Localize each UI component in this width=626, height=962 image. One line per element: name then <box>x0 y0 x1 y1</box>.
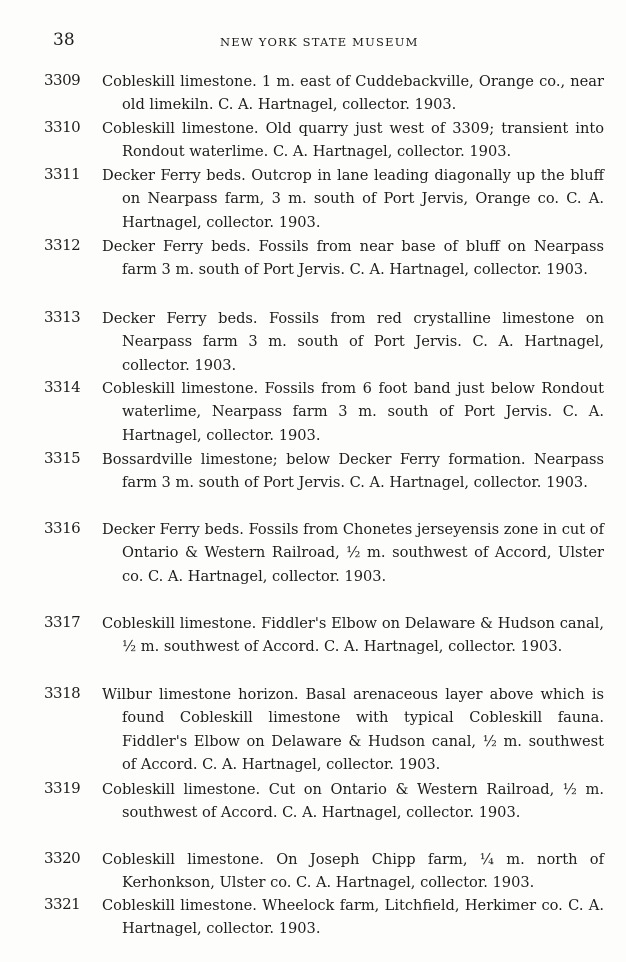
entry-text: Cobleskill limestone. Old quarry just west of 3309; transient into Rondout waterlime. C. A. Hartnagel, collector. 1903. <box>102 120 604 161</box>
entry-number: 3317 <box>44 613 81 631</box>
running-head: NEW YORK STATE MUSEUM <box>220 35 419 49</box>
entry-text: Cobleskill limestone. Fiddler's Elbow on Delaware & Hudson canal, ½ m. southwest of Accord. C. A. Hartnagel, collector. 1903. <box>102 615 604 656</box>
entry-text: Decker Ferry beds. Outcrop in lane leading diagonally up the bluff on Nearpass farm, 3 m. south of Port Jervis, Orange co. C. A. Hartnagel, collector. 1903. <box>102 167 604 231</box>
entry-number: 3319 <box>44 779 81 797</box>
entry-text: Cobleskill limestone. Fossils from 6 foot band just below Rondout waterlime, Nearpass farm 3 m. south of Port Jervis. C. A. Hartnagel, collector. 1903. <box>102 380 604 444</box>
entry-number: 3316 <box>44 519 81 537</box>
entry-text: Cobleskill limestone. On Joseph Chipp farm, ¼ m. north of Kerhonkson, Ulster co. C. A. Hartnagel, collector. 1903. <box>102 851 604 892</box>
entry-text: Decker Ferry beds. Fossils from red crystalline limestone on Nearpass farm 3 m. south of Port Jervis. C. A. Hartnagel, collector. 1903. <box>102 310 604 374</box>
entry-text: Decker Ferry beds. Fossils from near base of bluff on Nearpass farm 3 m. south of Port Jervis. C. A. Hartnagel, collector. 1903. <box>102 238 604 279</box>
entry-number: 3320 <box>44 849 81 867</box>
page-number: 38 <box>53 30 75 50</box>
entry-number: 3309 <box>44 71 81 89</box>
entry-text: Cobleskill limestone. 1 m. east of Cuddebackville, Orange co., near old limekiln. C. A. Hartnagel, collector. 1903. <box>102 73 604 114</box>
entry-text: Bossardville limestone; below Decker Ferry formation. Nearpass farm 3 m. south of Port Jervis. C. A. Hartnagel, collector. 1903. <box>102 451 604 492</box>
entry-number: 3315 <box>44 449 81 467</box>
entry-number: 3312 <box>44 236 81 254</box>
entry-text: Wilbur limestone horizon. Basal arenaceous layer above which is found Cobleskill limestone with typical Cobleskill fauna. Fiddler's Elbow on Delaware & Hudson canal, ½ m. southwest of Accord. C. A. Hartnagel, collector. 1903. <box>102 686 604 773</box>
entry-text: Cobleskill limestone. Cut on Ontario & Western Railroad, ½ m. southwest of Accord. C. A. Hartnagel, collector. 1903. <box>102 781 604 822</box>
entry-number: 3310 <box>44 118 81 136</box>
entry-text: Decker Ferry beds. Fossils from Chonetes jerseyensis zone in cut of Ontario & Western Railroad, ½ m. southwest of Accord, Ulster co. C. A. Hartnagel, collector. 1903. <box>102 521 604 585</box>
entry-number: 3314 <box>44 378 81 396</box>
entry-text: Cobleskill limestone. Wheelock farm, Litchfield, Herkimer co. C. A. Hartnagel, collector. 1903. <box>102 897 604 938</box>
entry-number: 3311 <box>44 165 81 183</box>
entry-number: 3321 <box>44 895 81 913</box>
entry-number: 3313 <box>44 308 81 326</box>
entry-number: 3318 <box>44 684 81 702</box>
page-header <box>50 28 590 58</box>
